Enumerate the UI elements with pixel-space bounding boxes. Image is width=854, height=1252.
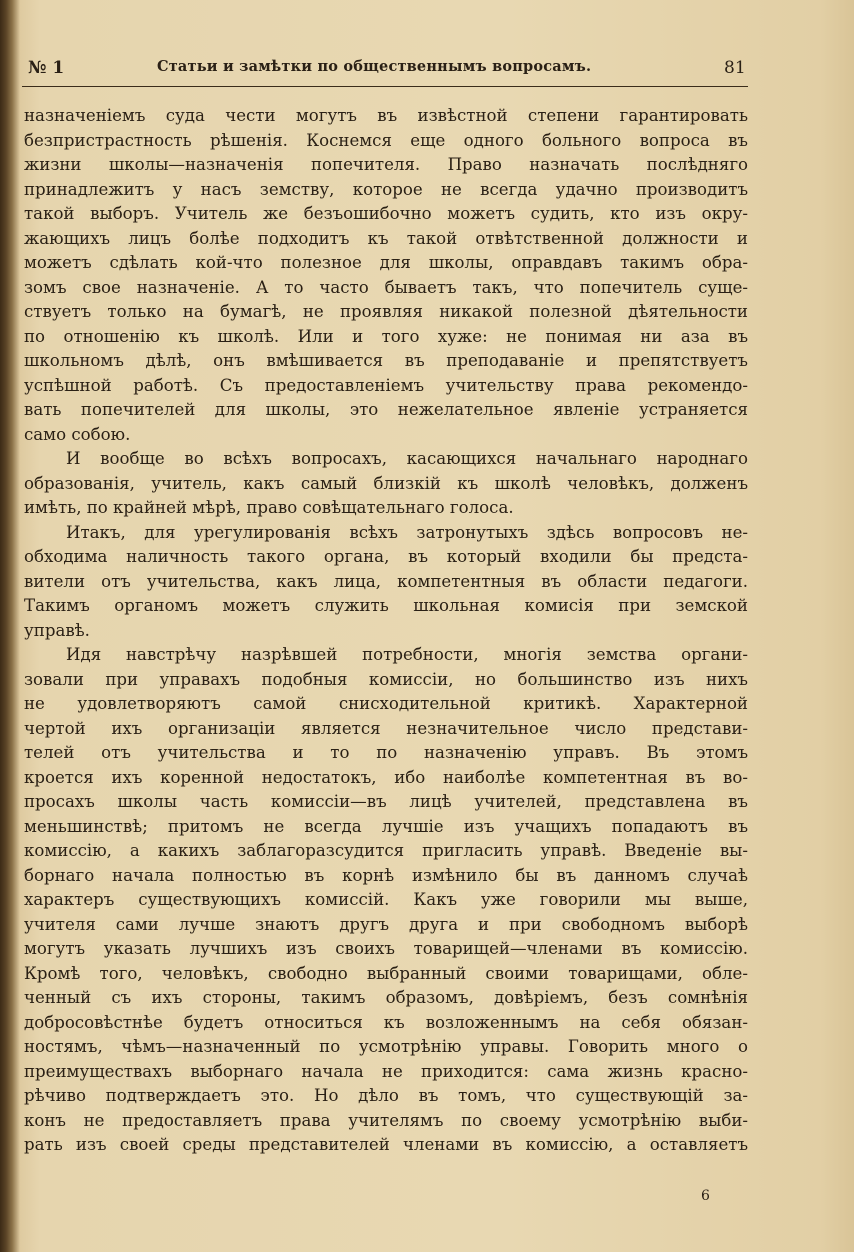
text-line: само собою. bbox=[24, 424, 131, 444]
text-line: такой выборъ. Учитель же безъошибочно можетъ судить, кто изъ окру- bbox=[24, 204, 748, 223]
text-line: характеръ существующихъ комиссій. Какъ уже говорили мы выше, bbox=[24, 890, 748, 909]
text-line: зомъ свое назначеніе. А то часто бываетъ такъ, что попечитель суще- bbox=[24, 277, 748, 297]
text-line: не удовлетворяютъ самой снисходительной критикѣ. Характерной bbox=[24, 694, 748, 713]
text-line: вать попечителей для школы, это нежелательное явленіе устраняется bbox=[24, 400, 748, 419]
body-text bbox=[24, 104, 748, 1158]
text-line: меньшинствѣ; притомъ не всегда лучшіе изъ учащихъ попадаютъ въ bbox=[24, 816, 748, 836]
text-line: зовали при управахъ подобныя комиссіи, но большинство изъ нихъ bbox=[24, 669, 748, 689]
text-line: Кромѣ того, человѣкъ, свободно выбранный своими товарищами, обле- bbox=[24, 963, 748, 983]
text-line: рать изъ своей среды представителей членами въ комиссію, а оставляетъ bbox=[24, 1135, 748, 1154]
text-line: И вообще во всѣхъ вопросахъ, касающихся начальнаго народнаго bbox=[66, 449, 748, 468]
text-line: по отношенію къ школѣ. Или и того хуже: не понимая ни аза въ bbox=[24, 326, 748, 346]
text-line: кроется ихъ коренной недостатокъ, ибо наиболѣе компетентная въ во- bbox=[24, 767, 748, 787]
book-binding-edge bbox=[0, 0, 20, 1252]
text-line: безпристрастность рѣшенія. Коснемся еще одного больного вопроса въ bbox=[24, 130, 748, 150]
text-line: вители отъ учительства, какъ лица, компетентныя въ области педагоги. bbox=[24, 571, 748, 591]
text-line: образованія, учитель, какъ самый близкій къ школѣ человѣкъ, долженъ bbox=[24, 473, 748, 493]
text-line: управѣ. bbox=[24, 620, 90, 640]
text-line: борнаго начала полностью въ корнѣ измѣнило бы въ данномъ случаѣ bbox=[24, 865, 748, 885]
text-line: можетъ сдѣлать кой-что полезное для школы, оправдавъ такимъ обра- bbox=[24, 253, 748, 272]
text-line: имѣть, по крайней мѣрѣ, право совѣщательнаго голоса. bbox=[24, 498, 514, 517]
issue-number: № 1 bbox=[28, 58, 65, 78]
text-line: жающихъ лицъ болѣе подходитъ къ такой отвѣтственной должности и bbox=[24, 228, 748, 248]
text-line: Итакъ, для урегулированія всѣхъ затронутыхъ здѣсь вопросовъ не- bbox=[66, 522, 748, 542]
text-line: обходима наличность такого органа, въ который входили бы предста- bbox=[24, 547, 748, 566]
text-line: ностямъ, чѣмъ—назначенный по усмотрѣнію управы. Говорить много о bbox=[24, 1037, 748, 1056]
text-line: принадлежитъ у насъ земству, которое не всегда удачно производитъ bbox=[24, 179, 748, 199]
text-line: успѣшной работѣ. Съ предоставленіемъ учительству права рекомендо- bbox=[24, 375, 748, 395]
text-line: комиссію, а какихъ заблагоразсудится пригласить управѣ. Введеніе вы- bbox=[24, 841, 748, 860]
text-line: школьномъ дѣлѣ, онъ вмѣшивается въ преподаваніе и препятствуетъ bbox=[24, 351, 748, 370]
text-line: Такимъ органомъ можетъ служить школьная комисія при земской bbox=[24, 596, 748, 615]
text-line: ченный съ ихъ стороны, такимъ образомъ, довѣріемъ, безъ сомнѣнія bbox=[24, 988, 748, 1007]
running-header bbox=[22, 58, 752, 84]
text-line: чертой ихъ организаціи является незначительное число представи- bbox=[24, 718, 748, 738]
text-line: учителя сами лучше знаютъ другъ друга и при свободномъ выборѣ bbox=[24, 914, 748, 934]
header-rule bbox=[22, 86, 748, 87]
text-line: конъ не предоставляетъ права учителямъ по своему усмотрѣнію выби- bbox=[24, 1110, 748, 1130]
text-line: рѣчиво подтверждаетъ это. Но дѣло въ томъ, что существующій за- bbox=[24, 1086, 748, 1105]
text-line: телей отъ учительства и то по назначенію управъ. Въ этомъ bbox=[24, 743, 748, 762]
page-number: 81 bbox=[724, 58, 746, 78]
text-line: назначеніемъ суда чести могутъ въ извѣстной степени гарантировать bbox=[24, 106, 748, 125]
text-line: могутъ указать лучшихъ изъ своихъ товарищей—членами въ комиссію. bbox=[24, 939, 748, 958]
text-line: ствуетъ только на бумагѣ, не проявляя никакой полезной дѣятельности bbox=[24, 302, 748, 321]
text-line: Идя навстрѣчу назрѣвшей потребности, многія земства органи- bbox=[66, 645, 748, 664]
text-line: просахъ школы часть комиссіи—въ лицѣ учителей, представлена въ bbox=[24, 792, 748, 811]
text-line: жизни школы—назначенія попечителя. Право назначать послѣдняго bbox=[24, 155, 748, 174]
section-title: Статьи и замѣтки по общественнымъ вопросамъ. bbox=[157, 58, 592, 75]
text-line: преимуществахъ выборнаго начала не приходится: сама жизнь красно- bbox=[24, 1061, 748, 1081]
signature-mark: 6 bbox=[701, 1188, 710, 1204]
text-line: добросовѣстнѣе будетъ относиться къ возложеннымъ на себя обязан- bbox=[24, 1012, 748, 1032]
